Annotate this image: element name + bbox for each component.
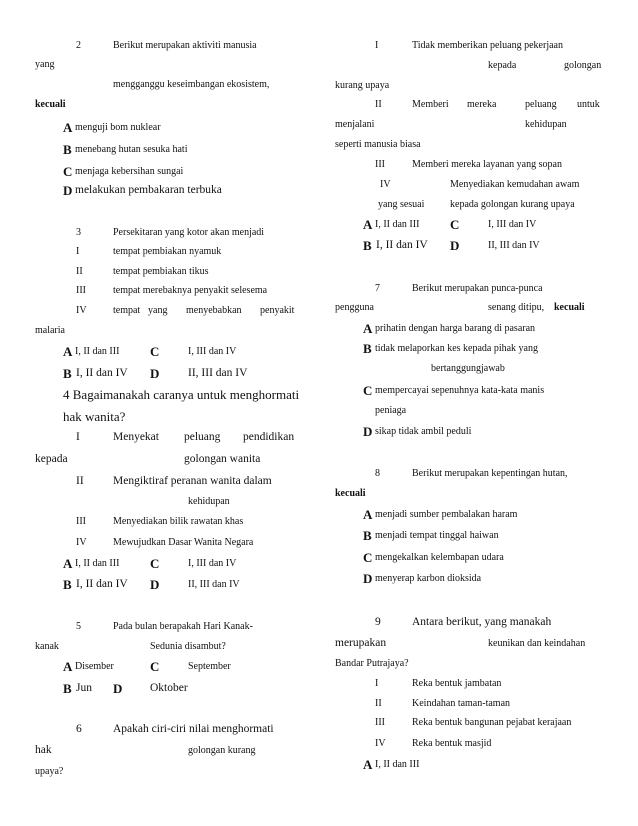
q2-number: 2 [76, 40, 81, 51]
q7-option-b-letter: B [363, 341, 372, 356]
q6-item2-word3: peluang [525, 99, 557, 110]
q3-choice-d: II, III dan IV [188, 367, 248, 379]
q8-option-b-text: menjadi tempat tinggal haiwan [375, 530, 499, 541]
q4-choice-d: II, III dan IV [188, 579, 240, 590]
q2-option-c-text: menjaga kebersihan sungai [75, 166, 184, 177]
q3-item2-roman: II [76, 266, 83, 277]
q6-stem-line3: upaya? [35, 766, 64, 777]
q3-choice-b-letter: B [63, 366, 72, 381]
q5-stem-line1: Pada bulan berapakah Hari Kanak- [113, 621, 253, 632]
q7-option-b-cont: bertanggungjawab [431, 363, 505, 374]
q7-option-c-text: mempercayai sepenuhnya kata-kata manis [375, 385, 545, 396]
q2-stem-line1b: yang [35, 59, 55, 70]
q8-option-b-letter: B [363, 528, 372, 543]
q4-stem-line1: 4 Bagaimanakah caranya untuk menghormati [63, 387, 300, 402]
q6-item4-cont1: yang sesuai [378, 199, 425, 210]
q4-item4-roman: IV [76, 537, 87, 548]
q5-choice-b-letter: B [63, 681, 72, 696]
q6-item1-roman: I [375, 40, 379, 51]
q5-choice-d: Oktober [150, 682, 188, 694]
q7-stem-line1: Berikut merupakan punca-punca [412, 283, 543, 294]
q6-choice-a-letter: A [363, 217, 373, 232]
q4-stem-line2: hak wanita? [63, 409, 126, 424]
q7-stem-line2b: senang ditipu, [488, 302, 545, 313]
q9-stem-line2b: keunikan dan keindahan [488, 638, 586, 649]
q9-choice-a-letter: A [363, 757, 373, 772]
q2-exception: kecuali [35, 99, 66, 110]
q6-item2-cont1: menjalani [335, 119, 375, 130]
q3-choice-a-letter: A [63, 344, 73, 359]
q3-choice-b: I, II dan IV [76, 367, 128, 379]
q6-item2-cont2: kehidupan [525, 119, 567, 130]
q9-item3-roman: III [375, 717, 385, 728]
q6-item1-cont2: golongan [564, 60, 602, 71]
q3-choice-c: I, III dan IV [188, 346, 237, 357]
q6-item2-word2: mereka [467, 99, 497, 110]
q8-option-c-letter: C [363, 550, 373, 565]
q4-item2-roman: II [76, 475, 84, 487]
q6-item3-text: Memberi mereka layanan yang sopan [412, 159, 562, 170]
q4-choice-b: I, II dan IV [76, 578, 128, 590]
q6-stem-line2b: golongan kurang [188, 745, 256, 756]
q3-item4-roman: IV [76, 305, 87, 316]
q4-item3-text: Menyediakan bilik rawatan khas [113, 516, 244, 527]
q6-stem-line1: Apakah ciri-ciri nilai menghormati [113, 723, 274, 735]
q6-stem-line2a: hak [35, 744, 52, 756]
q8-option-d-letter: D [363, 571, 373, 586]
q4-choice-c-letter: C [150, 556, 160, 571]
q3-item4-cont: malaria [35, 325, 65, 336]
q6-number: 6 [76, 723, 82, 735]
q5-number: 5 [76, 621, 81, 632]
q4-choice-a-letter: A [63, 556, 73, 571]
q9-stem-line2a: merupakan [335, 637, 387, 649]
q3-item1-text: tempat pembiakan nyamuk [113, 246, 222, 257]
q7-option-a-text: prihatin dengan harga barang di pasaran [375, 323, 536, 334]
q4-item1-word1: Menyekat [113, 431, 159, 443]
q6-choice-c: I, III dan IV [488, 219, 537, 230]
q9-item4-roman: IV [375, 738, 386, 749]
q4-choice-a: I, II dan III [75, 558, 120, 569]
q4-choice-b-letter: B [63, 577, 72, 592]
q5-choice-d-letter: D [113, 681, 123, 696]
q8-number: 8 [375, 468, 380, 479]
q3-number: 3 [76, 227, 81, 238]
q3-item4-word3: menyebabkan [186, 305, 242, 316]
q8-option-a-letter: A [363, 507, 373, 522]
q4-choice-c: I, III dan IV [188, 558, 237, 569]
q4-item3-roman: III [76, 516, 86, 527]
q2-option-a-letter: A [63, 120, 73, 135]
q9-choice-a: I, II dan III [375, 759, 420, 770]
q2-option-d-letter: D [63, 183, 73, 198]
q3-item3-roman: III [76, 285, 86, 296]
q3-choice-c-letter: C [150, 344, 160, 359]
q9-stem-line1: Antara berikut, yang manakah [412, 616, 552, 628]
q7-stem-line2a: pengguna [335, 302, 374, 313]
q2-option-d-text: melakukan pembakaran terbuka [75, 184, 222, 196]
q2-option-a-text: menguji bom nuklear [75, 122, 161, 133]
q5-choice-a-letter: A [63, 659, 73, 674]
q7-option-d-letter: D [363, 424, 373, 439]
q8-stem: Berikut merupakan kepentingan hutan, [412, 468, 568, 479]
q3-stem: Persekitaran yang kotor akan menjadi [113, 227, 265, 238]
q6-item2-word1: Memberi [412, 99, 449, 110]
q6-item4-roman: IV [380, 179, 391, 190]
q4-item1-roman: I [76, 431, 80, 443]
q5-stem-line2b: Sedunia disambut? [150, 641, 226, 652]
q4-item1-cont1: kepada [35, 453, 68, 465]
q9-item1-text: Reka bentuk jambatan [412, 678, 502, 689]
q6-choice-b-letter: B [363, 238, 372, 253]
q6-item3-roman: III [375, 159, 385, 170]
q6-choice-b: I, II dan IV [376, 239, 428, 251]
q2-option-b-letter: B [63, 142, 72, 157]
q9-item1-roman: I [375, 678, 379, 689]
q7-number: 7 [375, 283, 380, 294]
q4-item4-text: Mewujudkan Dasar Wanita Negara [113, 537, 254, 548]
q6-item4-cont2: kepada golongan kurang upaya [450, 199, 575, 210]
q7-option-c-cont: peniaga [375, 405, 407, 416]
q6-choice-c-letter: C [450, 217, 460, 232]
q6-item1-text: Tidak memberikan peluang pekerjaan [412, 40, 563, 51]
q9-item3-text: Reka bentuk bangunan pejabat kerajaan [412, 717, 572, 728]
q4-item1-cont2: golongan wanita [184, 453, 261, 465]
q3-item1-roman: I [76, 246, 80, 257]
q9-number: 9 [375, 616, 381, 628]
q5-choice-c-letter: C [150, 659, 160, 674]
q6-item1-cont1: kepada [488, 60, 517, 71]
q7-option-d-text: sikap tidak ambil peduli [375, 426, 472, 437]
q6-item2-word4: untuk [577, 99, 600, 110]
q7-exception: kecuali [554, 302, 585, 313]
q3-item4-word4: penyakit [260, 305, 295, 316]
q5-stem-line2a: kanak [35, 641, 59, 652]
q3-choice-a: I, II dan III [75, 346, 120, 357]
q3-item3-text: tempat merebaknya penyakit selesema [113, 285, 268, 296]
q7-option-a-letter: A [363, 321, 373, 336]
q3-choice-d-letter: D [150, 366, 160, 381]
q6-item2-cont3: seperti manusia biasa [335, 139, 421, 150]
q6-choice-d-letter: D [450, 238, 460, 253]
q8-option-a-text: menjadi sumber pembalakan haram [375, 509, 518, 520]
q8-option-d-text: menyerap karbon dioksida [375, 573, 482, 584]
q6-choice-d: II, III dan IV [488, 240, 540, 251]
q2-option-b-text: menebang hutan sesuka hati [75, 144, 188, 155]
q4-item2-cont: kehidupan [188, 496, 230, 507]
q8-exception: kecuali [335, 488, 366, 499]
q2-option-c-letter: C [63, 164, 73, 179]
q3-item4-word2: yang [148, 305, 168, 316]
q9-item4-text: Reka bentuk masjid [412, 738, 492, 749]
q2-stem-line1: Berikut merupakan aktiviti manusia [113, 40, 257, 51]
q9-stem-line3: Bandar Putrajaya? [335, 658, 409, 669]
q8-option-c-text: mengekalkan kelembapan udara [375, 552, 504, 563]
q4-item1-word3: pendidikan [243, 431, 295, 443]
q6-item4-text: Menyediakan kemudahan awam [450, 179, 580, 190]
q4-choice-d-letter: D [150, 577, 160, 592]
q3-item2-text: tempat pembiakan tikus [113, 266, 209, 277]
q5-choice-a: Disember [75, 661, 114, 672]
q6-choice-a: I, II dan III [375, 219, 420, 230]
q7-option-b-text: tidak melaporkan kes kepada pihak yang [375, 343, 538, 354]
q5-choice-c: September [188, 661, 231, 672]
q4-item1-word2: peluang [184, 431, 221, 443]
q6-item2-roman: II [375, 99, 382, 110]
q7-option-c-letter: C [363, 383, 373, 398]
q2-stem-line2: mengganggu keseimbangan ekosistem, [113, 79, 270, 90]
q5-choice-b: Jun [76, 682, 92, 694]
q4-item2-text: Mengiktiraf peranan wanita dalam [113, 475, 272, 487]
q3-item4-word1: tempat [113, 305, 141, 316]
q9-item2-text: Keindahan taman-taman [412, 698, 511, 709]
q6-item1-cont3: kurang upaya [335, 80, 390, 91]
q9-item2-roman: II [375, 698, 382, 709]
